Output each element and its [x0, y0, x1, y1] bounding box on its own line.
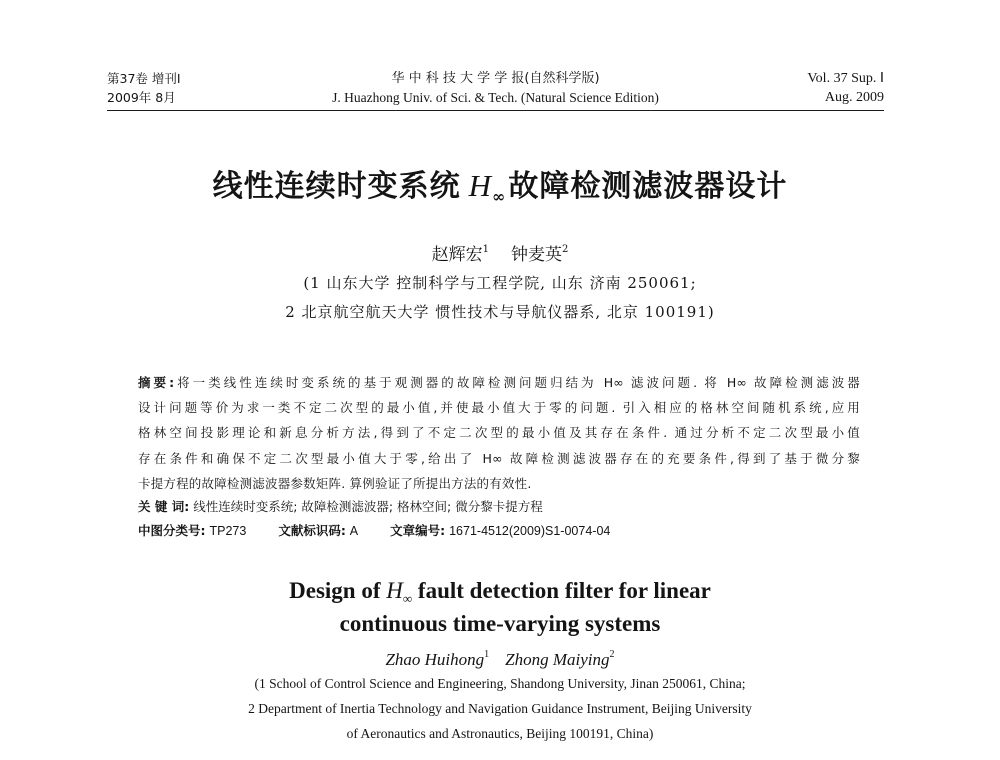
title-en-line-2: continuous time-varying systems: [339, 611, 661, 636]
abstract-line-2: 设计问题等价为求一类不定二次型的最小值,并使最小值大于零的问题. 引入相应的格林空间随机系统,应用: [138, 400, 860, 416]
volume-en: Vol. 37 Sup. Ⅰ: [807, 71, 884, 86]
abstract-line-4: 存在条件和确保不定二次型最小值大于零,给出了 H∞ 故障检测滤波器存在的充要条件,得到了基于微分黎: [138, 450, 860, 466]
document-code-label: 文献标识码:: [278, 523, 346, 538]
abstract-line-3: 格林空间投影理论和新息分析方法,得到了不定二次型的最小值及其存在条件. 通过分析不定二次型最小值: [138, 425, 860, 441]
author-cn-1-sup: 1: [482, 244, 489, 255]
clc-value: TP273: [209, 524, 247, 538]
authors-cn: [0, 238, 1000, 267]
journal-name-en: J. Huazhong Univ. of Sci. & Tech. (Natural Science Edition): [332, 90, 659, 105]
title-en-before: Design of: [289, 578, 387, 603]
author-cn-1: 赵辉宏: [431, 245, 483, 265]
document-code-value: A: [349, 524, 359, 538]
abstract-line-1: 将一类线性连续时变系统的基于观测器的故障检测问题归结为 H∞ 滤波问题. 将 H∞ 故障检测滤波器: [174, 375, 860, 390]
affiliation-en-3: of Aeronautics and Astronautics, Beijing 100191, China): [346, 726, 654, 741]
author-en-2-sup: 2: [609, 649, 615, 660]
title-cn-after: 故障检测滤波器设计: [508, 169, 788, 204]
abstract-line-5: 卡提方程的故障检测滤波器参数矩阵. 算例验证了所提出方法的有效性.: [138, 475, 532, 491]
author-cn-2-sup: 2: [562, 244, 569, 255]
title-cn-math-h: H: [468, 168, 493, 203]
classification-row: [138, 521, 860, 541]
abstract-label: 摘要:: [138, 375, 175, 390]
title-cn-math-infinity: ∞: [492, 187, 507, 206]
affiliation-cn-2: 2 北京航空航天大学 惯性技术与导航仪器系, 北京 100191): [285, 303, 715, 321]
article-number-value: 1671-4512(2009)S1-0074-04: [449, 524, 611, 538]
keywords-label: 关 键 词:: [138, 499, 190, 514]
abstract-line: [138, 370, 860, 395]
date-en: Aug. 2009: [824, 90, 884, 105]
affiliation-cn-1: (1 山东大学 控制科学与工程学院, 山东 济南 250061;: [303, 274, 697, 292]
running-header: [107, 70, 884, 111]
title-en-math-infinity: ∞: [402, 591, 413, 606]
title-cn-before: 线性连续时变系统: [212, 169, 461, 204]
document-code: [278, 521, 358, 541]
author-en-1-sup: 1: [484, 649, 490, 660]
keywords-value: 线性连续时变系统; 故障检测滤波器; 格林空间; 微分黎卡提方程: [193, 499, 543, 514]
title-en-after: fault detection filter for linear: [412, 578, 711, 603]
affiliation-en-1: (1 School of Control Science and Engineering, Shandong University, Jinan 250061, China;: [254, 676, 746, 691]
date-cn: 2009年 8月: [107, 90, 176, 105]
author-en-1: Zhao Huihong: [385, 650, 485, 669]
article-number-label: 文章编号:: [390, 523, 446, 538]
author-en-2: Zhong Maiying: [505, 650, 610, 669]
author-cn-2: 钟麦英: [511, 245, 562, 265]
journal-name-cn: 华 中 科 技 大 学 学 报(自然科学版): [391, 71, 600, 86]
clc-number: [138, 521, 246, 541]
authors-en: [0, 644, 1000, 671]
abstract: [138, 370, 860, 496]
clc-label: 中图分类号:: [138, 523, 206, 538]
title-en-math-h: H: [386, 578, 403, 603]
keywords: [138, 497, 860, 517]
affiliation-en-2: 2 Department of Inertia Technology and Navigation Guidance Instrument, Beijing University: [248, 701, 752, 716]
article-number: [390, 521, 610, 541]
volume-cn: 第37卷 增刊Ⅰ: [107, 71, 181, 86]
title-cn: [0, 166, 1000, 217]
